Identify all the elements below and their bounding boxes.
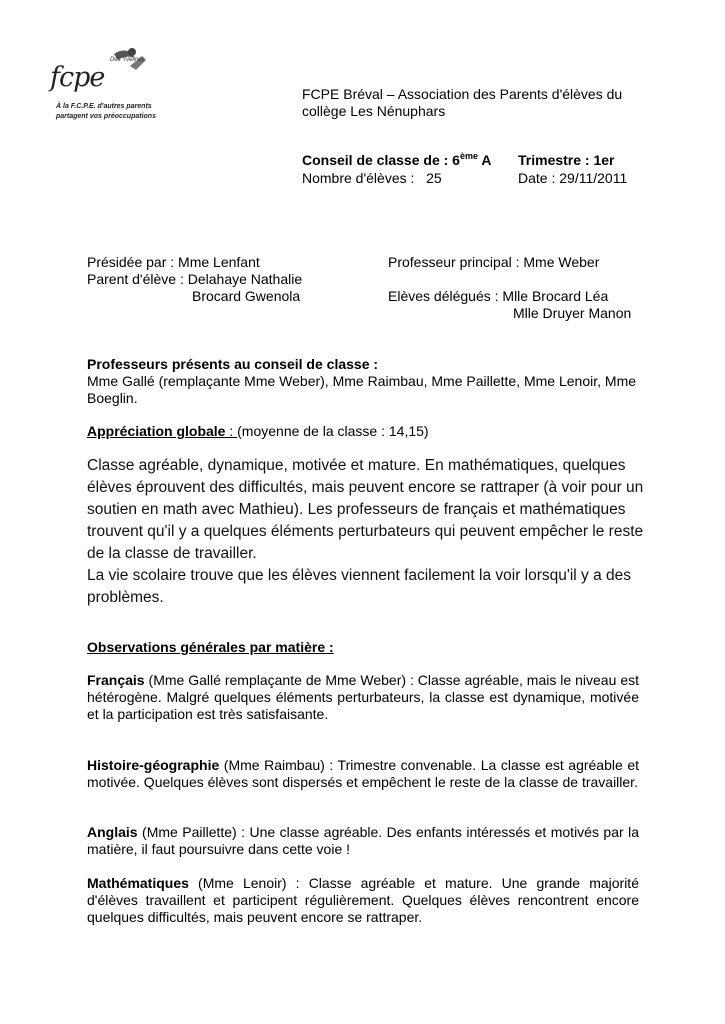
delegue-2: Mlle Druyer Manon bbox=[513, 305, 632, 321]
nombre-eleves bbox=[302, 170, 442, 187]
nombre-value: 25 bbox=[426, 170, 442, 186]
appreciation-vie-scolaire: La vie scolaire trouve que les élèves viennent facilement la voir lorsqu'il y a des problèmes. bbox=[87, 567, 632, 606]
appreciation-sep: : bbox=[225, 423, 238, 439]
subject-mathematiques bbox=[87, 875, 639, 926]
subject-text: (Mme Lenoir) : Classe agréable et mature. Une grande majorité d'élèves travaillent et participent régulièrement. Quelques élèves rencontrent encore quelques difficultés, mais peuvent encore se rattraper. bbox=[87, 875, 639, 925]
fcpe-logo bbox=[44, 44, 164, 134]
conseil-label: Conseil de classe de : 6 bbox=[302, 152, 460, 168]
logo-wordmark: fcpe bbox=[50, 62, 105, 93]
conseil-de-classe bbox=[302, 152, 491, 169]
subject-histoire-geographie bbox=[87, 757, 639, 791]
conseil-sup: ème bbox=[459, 151, 478, 161]
presidee-par: Présidée par : Mme Lenfant bbox=[87, 254, 260, 270]
nombre-label: Nombre d'élèves : bbox=[302, 170, 415, 186]
logo-department: Des Yvelines bbox=[110, 57, 145, 63]
appreciation-line bbox=[87, 423, 429, 440]
appreciation-moyenne: (moyenne de la classe : 14,15) bbox=[237, 423, 429, 439]
professeurs-list: Mme Gallé (remplaçante Mme Weber), Mme Raimbau, Mme Paillette, Mme Lenoir, Mme Boeglin. bbox=[87, 373, 637, 406]
subject-name: Français bbox=[87, 672, 145, 688]
subject-name: Mathématiques bbox=[87, 875, 189, 891]
professeurs-heading: Professeurs présents au conseil de classe : bbox=[87, 356, 379, 372]
date: Date : 29/11/2011 bbox=[518, 170, 628, 186]
parent-eleve-2: Brocard Gwenola bbox=[192, 288, 301, 304]
appreciation-heading: Appréciation globale bbox=[87, 423, 226, 439]
subject-name: Anglais bbox=[87, 824, 138, 840]
subject-anglais bbox=[87, 824, 639, 858]
trimestre: Trimestre : 1er bbox=[518, 152, 615, 168]
professeur-principal: Professeur principal : Mme Weber bbox=[388, 254, 600, 270]
appreciation-text: Classe agréable, dynamique, motivée et mature. En mathématiques, quelques élèves éprouvent des difficultés, mais peuvent encore se rattraper (à voir pour un soutien en math avec Mathieu). Les professeurs de français et mathématiques trouvent qu'il y a quelques éléments perturbateurs qui peuvent empêcher le reste de la classe de travailler. bbox=[87, 457, 644, 562]
subject-francais bbox=[87, 672, 639, 723]
subject-text: (Mme Raimbau) : Trimestre convenable. La classe est agréable et motivée. Quelques élèves sont dispersés et empêchent le reste de la classe de travailler. bbox=[87, 757, 639, 790]
conseil-class: A bbox=[477, 152, 492, 168]
eleves-delegues: Elèves délégués : Mlle Brocard Léa bbox=[388, 288, 609, 304]
logo-tagline: À la F.C.P.E. d'autres parents partagent vos préoccupations bbox=[56, 103, 156, 120]
subject-text: (Mme Paillette) : Une classe agréable. Des enfants intéressés et motivés par la matière, il faut poursuivre dans cette voie ! bbox=[87, 824, 639, 857]
observations-heading: Observations générales par matière : bbox=[87, 639, 334, 655]
parent-eleve: Parent d'élève : Delahaye Nathalie bbox=[87, 271, 303, 287]
subject-name: Histoire-géographie bbox=[87, 757, 220, 773]
subject-text: (Mme Gallé remplaçante de Mme Weber) : Classe agréable, mais le niveau est hétérogène. Malgré quelques éléments perturbateurs, la classe est dynamique, motivée et la participation est très satisfaisante. bbox=[87, 672, 639, 722]
association-title: FCPE Bréval – Association des Parents d'élèves du collège Les Nénuphars bbox=[302, 86, 623, 119]
